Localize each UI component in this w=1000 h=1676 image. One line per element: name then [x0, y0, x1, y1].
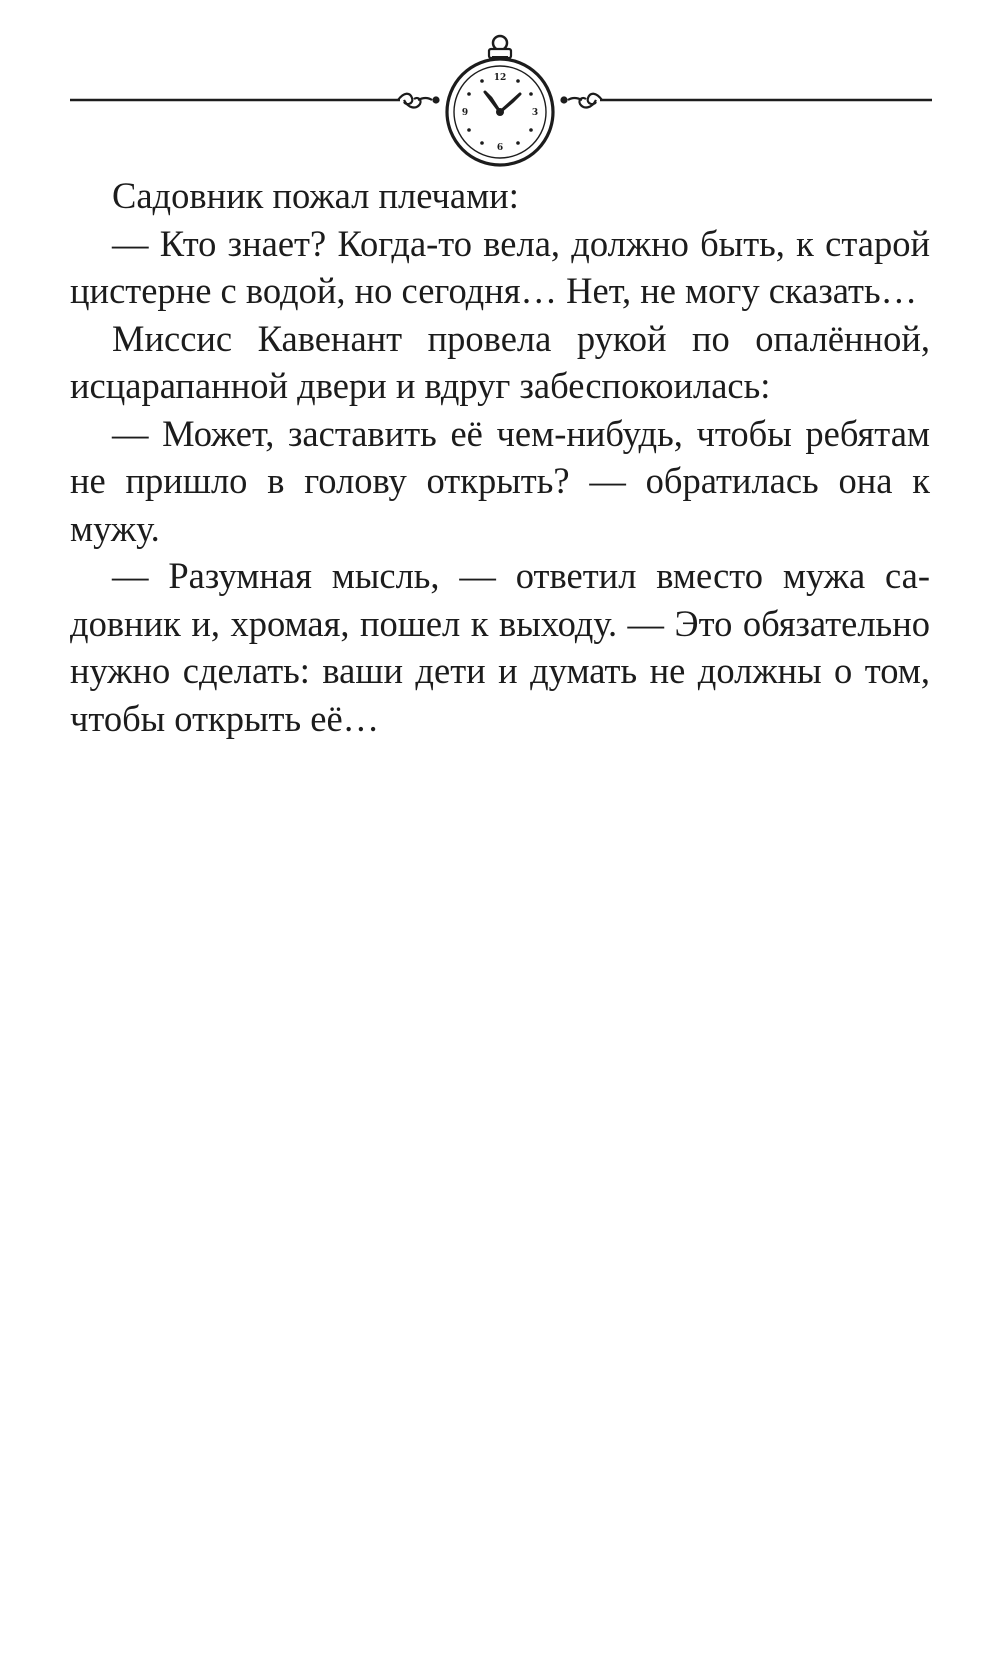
clock-number-9: 9: [461, 108, 469, 118]
clock-number-12: 12: [493, 73, 507, 83]
paragraph: Садовник пожал плечами:: [112, 175, 519, 216]
pocket-watch-icon: [447, 36, 553, 165]
paragraph: — Разумная мысль, — ответил вместо мужа садовник и, хромая, пошел к выходу. — Это обязательно нужно сделать: ваши дети и думать не должны о том, чтобы открыть её…: [70, 555, 930, 739]
paragraph: — Кто знает? Когда-то вела, должно быть, к старой цистерне с водой, но сегодня… Нет, не могу сказать…: [70, 222, 930, 311]
clock-number-6: 6: [496, 143, 504, 153]
left-flourish-icon: [398, 94, 439, 108]
header-ornament: [0, 0, 1000, 175]
clock-number-3: 3: [531, 108, 539, 118]
body-text: [70, 172, 930, 742]
right-flourish-icon: [562, 94, 603, 108]
paragraph: — Может, заставить её чем-нибудь, чтобы ребятам не пришло в голову открыть? — обратилась она к мужу.: [70, 412, 930, 549]
paragraph: Миссис Кавенант провела рукой по опалённой, исцарапанной двери и вдруг забеспокоилась:: [70, 317, 930, 406]
